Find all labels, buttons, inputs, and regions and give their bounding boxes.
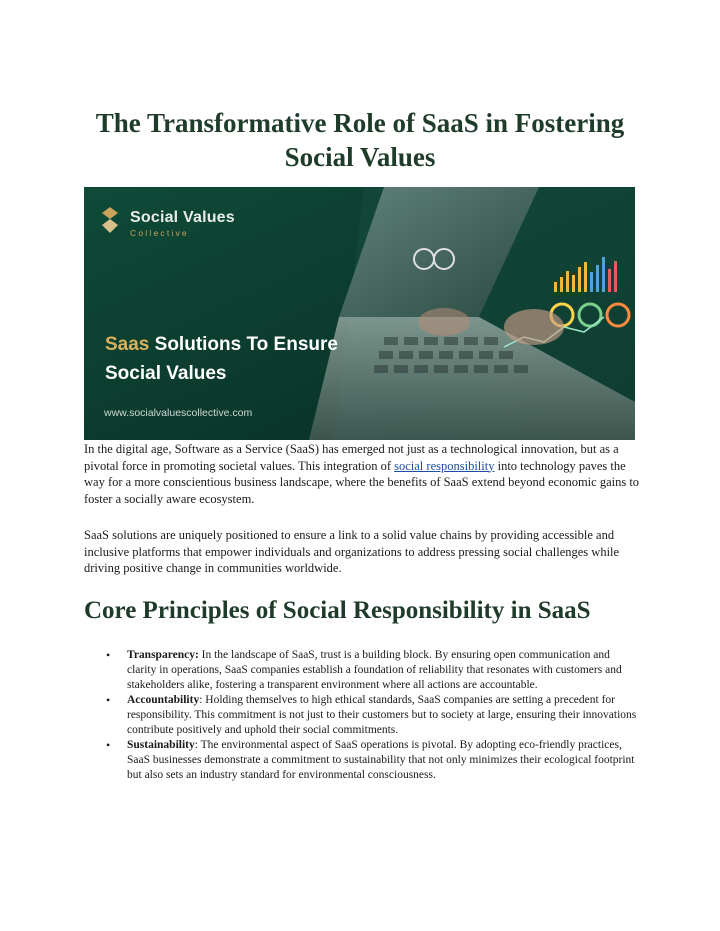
banner-headline	[105, 330, 338, 388]
principle-text: In the landscape of SaaS, trust is a building block. By ensuring open communication and clarity in operations, SaaS companies establish a foundation of reliability that resonates with customers and stakeholders alike, fostering a transparent environment where all actions are accountable.	[127, 649, 622, 691]
bullet-icon: •	[106, 738, 111, 752]
principles-list	[106, 648, 638, 783]
brand-subtitle: Collective	[130, 228, 189, 238]
principle-term: Accountability	[127, 694, 200, 706]
principle-text: : Holding themselves to high ethical standards, SaaS companies are setting a precedent for responsibility. This commitment is not just to their customers but to society at large, ensuring their innovations contribute positively and uphold their social commitments.	[127, 694, 637, 736]
headline-line1: Solutions To Ensure	[149, 334, 338, 355]
principle-text: : The environmental aspect of SaaS operations is pivotal. By adopting eco-friendly practices, SaaS businesses demonstrate a commitment to sustainability that not only minimizes their ecological footprint but also sets an industry standard for environmental consciousness.	[127, 739, 635, 781]
social-responsibility-link[interactable]: social responsibility	[394, 458, 495, 473]
principle-term: Sustainability	[127, 739, 195, 751]
intro-text-before: In the digital age, Software as a Service (SaaS) has emerged not just as a technological innovation, but as a pivotal force in promoting societal values. This integration of	[84, 442, 619, 473]
banner-url: www.socialvaluescollective.com	[104, 407, 253, 419]
page-title: The Transformative Role of SaaS in Fostering Social Values	[95, 108, 625, 172]
headline-line2: Social Values	[105, 363, 227, 384]
intro-paragraph	[84, 441, 640, 507]
list-item	[106, 648, 638, 693]
hero-banner-image	[84, 187, 635, 440]
principle-term: Transparency:	[127, 649, 199, 661]
list-item	[106, 738, 638, 783]
bullet-icon: •	[106, 648, 111, 662]
second-paragraph: SaaS solutions are uniquely positioned to ensure a link to a solid value chains by providing accessible and inclusive platforms that empower individuals and organizations to address pressing social challenges while driving positive change in communities worldwide.	[84, 528, 620, 576]
headline-accent: Saas	[105, 334, 150, 355]
list-item	[106, 693, 638, 738]
bullet-icon: •	[106, 693, 111, 707]
section-heading: Core Principles of Social Responsibility in SaaS	[84, 597, 591, 624]
brand-name: Social Values	[130, 209, 235, 226]
intro-text-after: into technology paves the way for a more conscientious business landscape, where the benefits of SaaS extend beyond economic gains to foster a socially aware ecosystem.	[84, 458, 640, 506]
